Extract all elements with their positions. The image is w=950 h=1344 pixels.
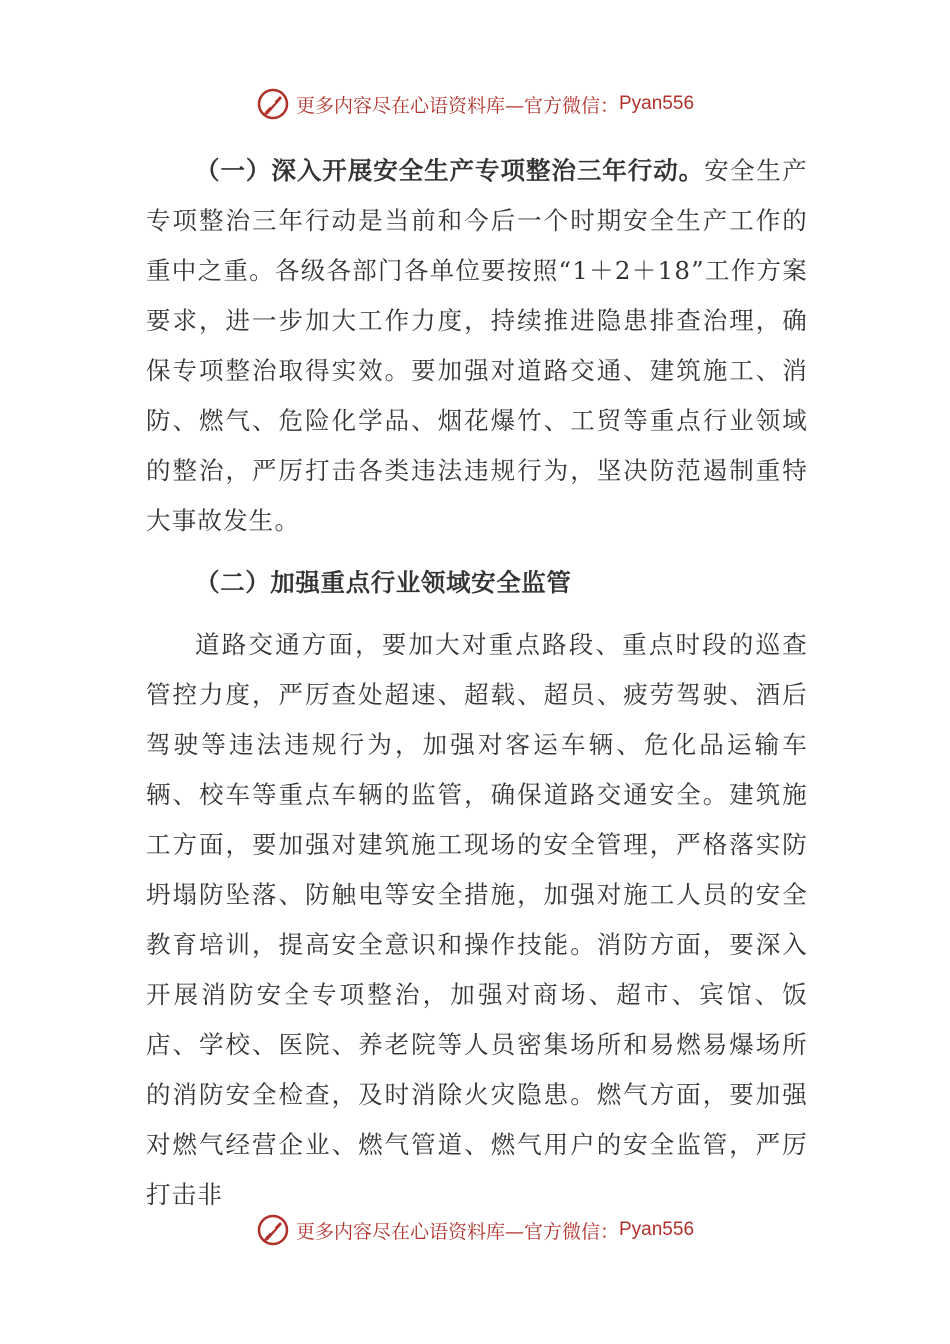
footer-banner [0, 1210, 950, 1250]
section-1-lead: （一）深入开展安全生产专项整治三年行动。 [195, 156, 705, 185]
header-banner [0, 84, 950, 124]
section-2-heading: （二）加强重点行业领域安全监管 [195, 568, 572, 597]
section-1-body: 安全生产专项整治三年行动是当前和今后一个时期安全生产工作的重中之重。各级各部门各单位要按照“1＋2＋18”工作方案要求，进一步加大工作力度，持续推进隐患排查治理，确保专项整治取得实效。要加强对道路交通、建筑施工、消防、燃气、危险化学品、烟花爆竹、工贸等重点行业领域的整治，严厉打击各类违法违规行为，坚决防范遏制重特大事故发生。 [146, 156, 808, 535]
section-2-paragraph: 道路交通方面，要加大对重点路段、重点时段的巡查管控力度，严厉查处超速、超载、超员、疲劳驾驶、酒后驾驶等违法违规行为，加强对客运车辆、危化品运输车辆、校车等重点车辆的监管，确保道路交通安全。建筑施工方面，要加强对建筑施工现场的安全管理，严格落实防坍塌防坠落、防触电等安全措施，加强对施工人员的安全教育培训，提高安全意识和操作技能。消防方面，要深入开展消防安全专项整治，加强对商场、超市、宾馆、饭店、学校、医院、养老院等人员密集场所和易燃易爆场所的消防安全检查，及时消除火灾隐患。燃气方面，要加强对燃气经营企业、燃气管道、燃气用户的安全监管，严厉打击非 [146, 630, 808, 1209]
feather-pen-logo-icon [256, 87, 290, 121]
feather-pen-logo-icon [256, 1213, 290, 1247]
banner-wechat-id: Pyan556 [619, 93, 695, 114]
section-1-paragraph [146, 146, 808, 546]
document-body [146, 146, 808, 1220]
banner-text: 更多内容尽在心语资料库—官方微信： [295, 1220, 619, 1243]
banner-text: 更多内容尽在心语资料库—官方微信： [295, 94, 619, 117]
banner-wechat-id: Pyan556 [619, 1219, 695, 1240]
